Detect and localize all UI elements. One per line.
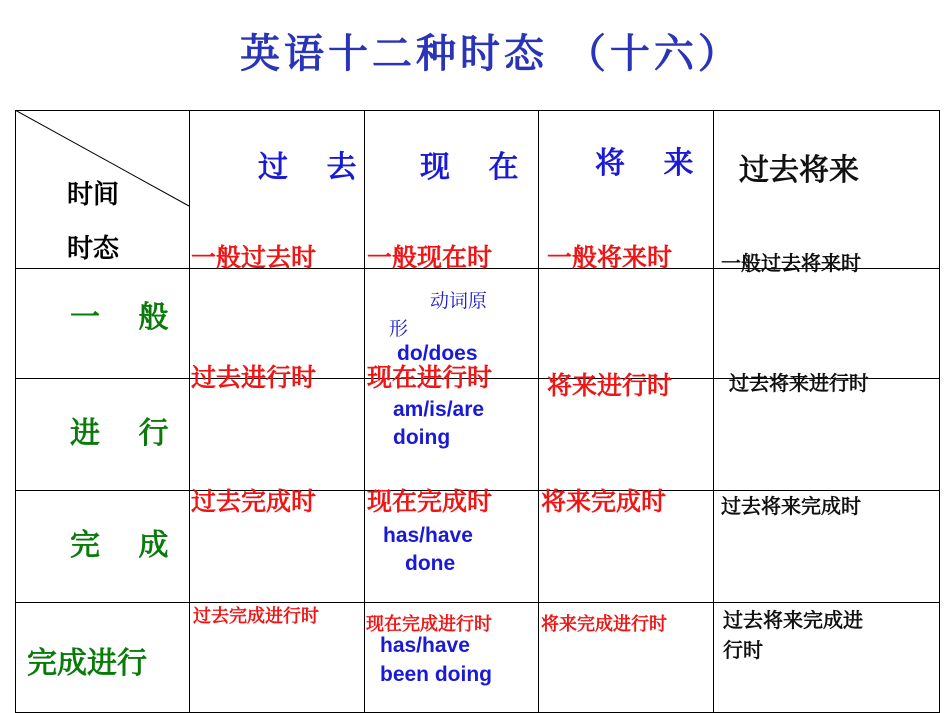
column-divider <box>538 110 539 713</box>
tense-name: 过去将来完成时 <box>721 494 861 518</box>
tense-name: 现在进行时 <box>367 363 493 392</box>
column-divider <box>364 110 365 713</box>
row-label-general: 一 般 <box>70 300 183 335</box>
form-text: do/does <box>397 342 478 365</box>
form-text: am/is/are <box>393 398 485 421</box>
form-text: has/have <box>383 524 473 547</box>
tense-name: 一般过去将来时 <box>721 251 861 275</box>
tense-name: 现在完成时 <box>367 487 493 516</box>
form-text: 动词原 <box>430 290 488 312</box>
tense-name: 一般现在时 <box>367 243 493 272</box>
tense-name: 将来完成时 <box>541 487 667 516</box>
row-divider <box>15 602 940 603</box>
corner-label-time: 时间 <box>67 180 120 210</box>
form-text: doing <box>393 426 451 449</box>
column-header-future: 将 来 <box>595 146 708 181</box>
row-label-perfect: 完 成 <box>70 528 183 563</box>
tense-name: 将来进行时 <box>547 371 673 400</box>
tense-name: 一般将来时 <box>547 243 673 272</box>
form-text: done <box>405 552 456 575</box>
form-text: 形 <box>389 318 409 340</box>
form-text: has/have <box>380 634 470 657</box>
tense-name: 过去将来进行时 <box>729 371 869 395</box>
table-border-right <box>939 110 940 713</box>
tense-name: 过去完成时 <box>191 487 317 516</box>
tense-name: 行时 <box>723 638 763 662</box>
column-divider <box>713 110 714 713</box>
tense-name: 一般过去时 <box>191 243 317 272</box>
tense-table <box>15 110 940 713</box>
tense-name: 将来完成进行时 <box>541 614 667 635</box>
column-header-present: 现 在 <box>420 150 533 185</box>
row-label-perfect-continuous: 完成进行 <box>27 646 147 681</box>
tense-name: 过去将来完成进 <box>723 608 863 632</box>
tense-name: 过去完成进行时 <box>193 606 319 627</box>
column-header-past-future: 过去将来 <box>739 153 859 188</box>
tense-name: 过去进行时 <box>191 363 317 392</box>
corner-label-tense: 时态 <box>67 234 120 264</box>
column-header-past: 过 去 <box>258 150 371 185</box>
page-title: 英语十二种时态 （十六） <box>240 31 742 77</box>
row-label-continuous: 进 行 <box>70 416 183 451</box>
form-text: been doing <box>380 663 492 686</box>
tense-name: 现在完成进行时 <box>366 614 492 635</box>
